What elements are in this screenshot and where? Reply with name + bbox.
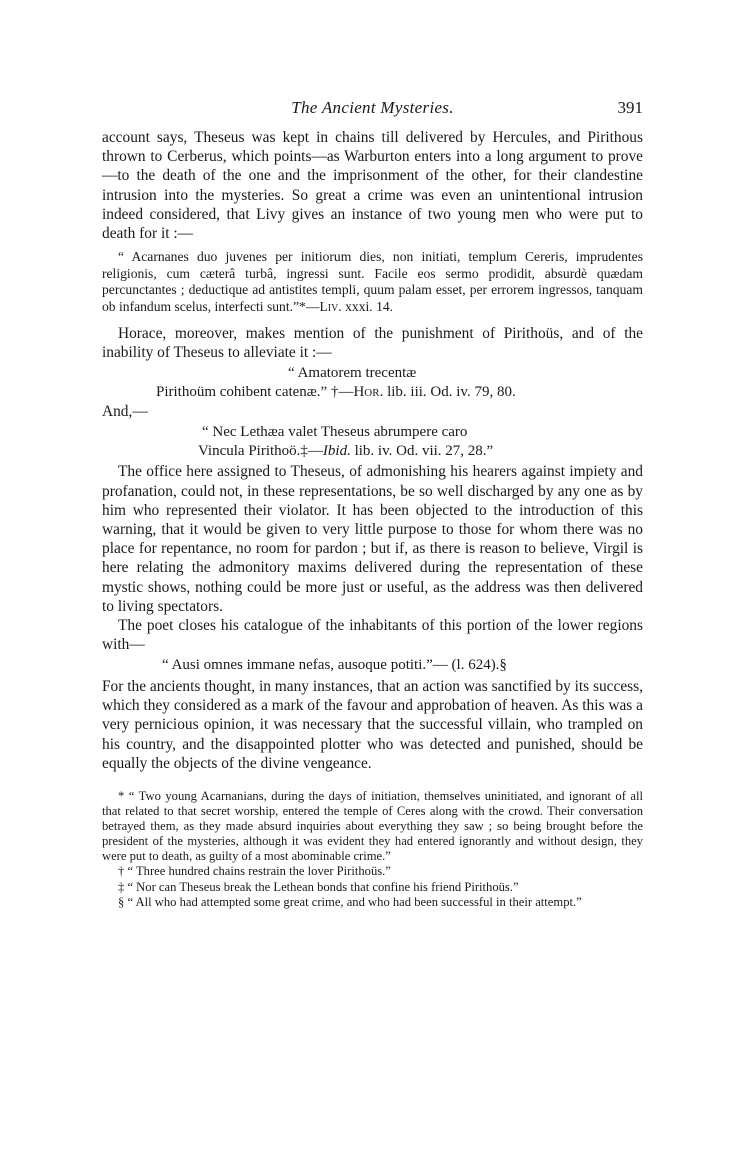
paragraph-4: The poet closes his catalogue of the inhabitants of this portion of the lower regions with— — [102, 617, 643, 654]
verse1-ref: lib. iii. Od. iv. 79, 80. — [383, 383, 516, 400]
paragraph-5: For the ancients thought, in many instances, that an action was sanctified by its success, which they considered as a mark of the favour and approbation of heaven. As this was a very pernicious opinion, it was necessary that the successful villain, who trampled on his country, and the disappointed plotter who was detected and punished, should be equally the objects of the divine vengeance. — [102, 678, 643, 772]
livy-ref: xxxi. 14. — [341, 299, 394, 314]
page-number: 391 — [617, 98, 643, 117]
page-body — [102, 128, 643, 910]
livy-quote-text — [102, 249, 643, 315]
page-header — [102, 98, 643, 122]
horace-verse-2 — [102, 423, 643, 460]
paragraph-1: account says, Theseus was kept in chains till delivered by Hercules, and Pirithous thrown to Cerberus, which points—as Warburton enters into a long argument to prove—to the death of the one and the imprisonment of the other, for their clandestine intrusion into the mysteries. So great a crime was even an unintentional intrusion indeed considered, that Livy gives an instance of two young men who were put to death for it :— — [102, 129, 643, 243]
verse1-line2-text: Pirithoüm cohibent catenæ.” †— — [156, 383, 354, 400]
verse1-source: Hor. — [353, 383, 384, 400]
verse2-line2 — [102, 442, 643, 461]
and-line: And,— — [102, 403, 148, 421]
verse2-line1: “ Nec Lethæa valet Theseus abrumpere caro — [202, 424, 468, 441]
verse2-ibid: Ibid. — [322, 442, 351, 459]
running-title: The Ancient Mysteries. — [291, 98, 454, 117]
footnote-3: ‡ “ Nor can Theseus break the Lethean bonds that confine his friend Pirithoüs.” — [118, 879, 519, 894]
footnotes — [102, 789, 643, 910]
verse2-ref: lib. iv. Od. vii. 27, 28.” — [350, 442, 494, 459]
livy-source: Liv. — [319, 299, 342, 314]
footnote-1: * “ Two young Acarnanians, during the days of initiation, themselves uninitiated, and ignorant of all that related to that secret worship, entered the temple of Ceres along with the crowd. Their conversation betrayed them, as they made absurd inquiries about everything they saw ; so being brought before the president of the mysteries, although it was evident they had entered ignorantly and without design, they were put to death, as guilty of a most abominable crime.” — [102, 789, 643, 864]
verse3-line: “ Ausi omnes immane nefas, ausoque potiti.”— (l. 624).§ — [162, 657, 507, 674]
paragraph-2: Horace, moreover, makes mention of the punishment of Pirithoüs, and of the inability of Theseus to alleviate it :— — [102, 324, 643, 361]
horace-verse-1 — [102, 364, 643, 401]
virgil-verse — [102, 656, 643, 675]
paragraph-3: The office here assigned to Theseus, of admonishing his hearers against impiety and profanation, could not, in these representations, be so well discharged by any one as by him who represented their violator. It has been objected to the introduction of this warning, that it would be given to very little purpose to those for whom there was no place for repentance, no room for pardon ; but if, as there is reason to believe, Virgil is here relating the admonitory maxims delivered during the representation of these mystic shows, nothing could be more just or useful, as the address was then delivered to living spectators. — [102, 463, 643, 615]
footnote-2: † “ Three hundred chains restrain the lover Pirithoüs.” — [118, 864, 391, 879]
verse2-line2-text: Vincula Pirithoö.‡— — [198, 442, 323, 459]
livy-quote-body: “ Acarnanes duo juvenes per initiorum dies, non initiati, templum Cereris, imprudentes religionis, cum cæterâ turbâ, ingressi sunt. Facile eos sermo prodidit, absurdè quædam percunctantes ; deductique ad antistites templi, quum palam esset, per errorem ingressos, tanquam ob infandum scelus, interfecti sunt.”*— — [102, 249, 643, 314]
verse1-line2 — [102, 383, 643, 402]
footnote-4: § “ All who had attempted some great crime, and who had been successful in their attempt.” — [118, 894, 582, 909]
livy-quotation — [102, 249, 643, 315]
verse1-line1: “ Amatorem trecentæ — [288, 365, 417, 381]
